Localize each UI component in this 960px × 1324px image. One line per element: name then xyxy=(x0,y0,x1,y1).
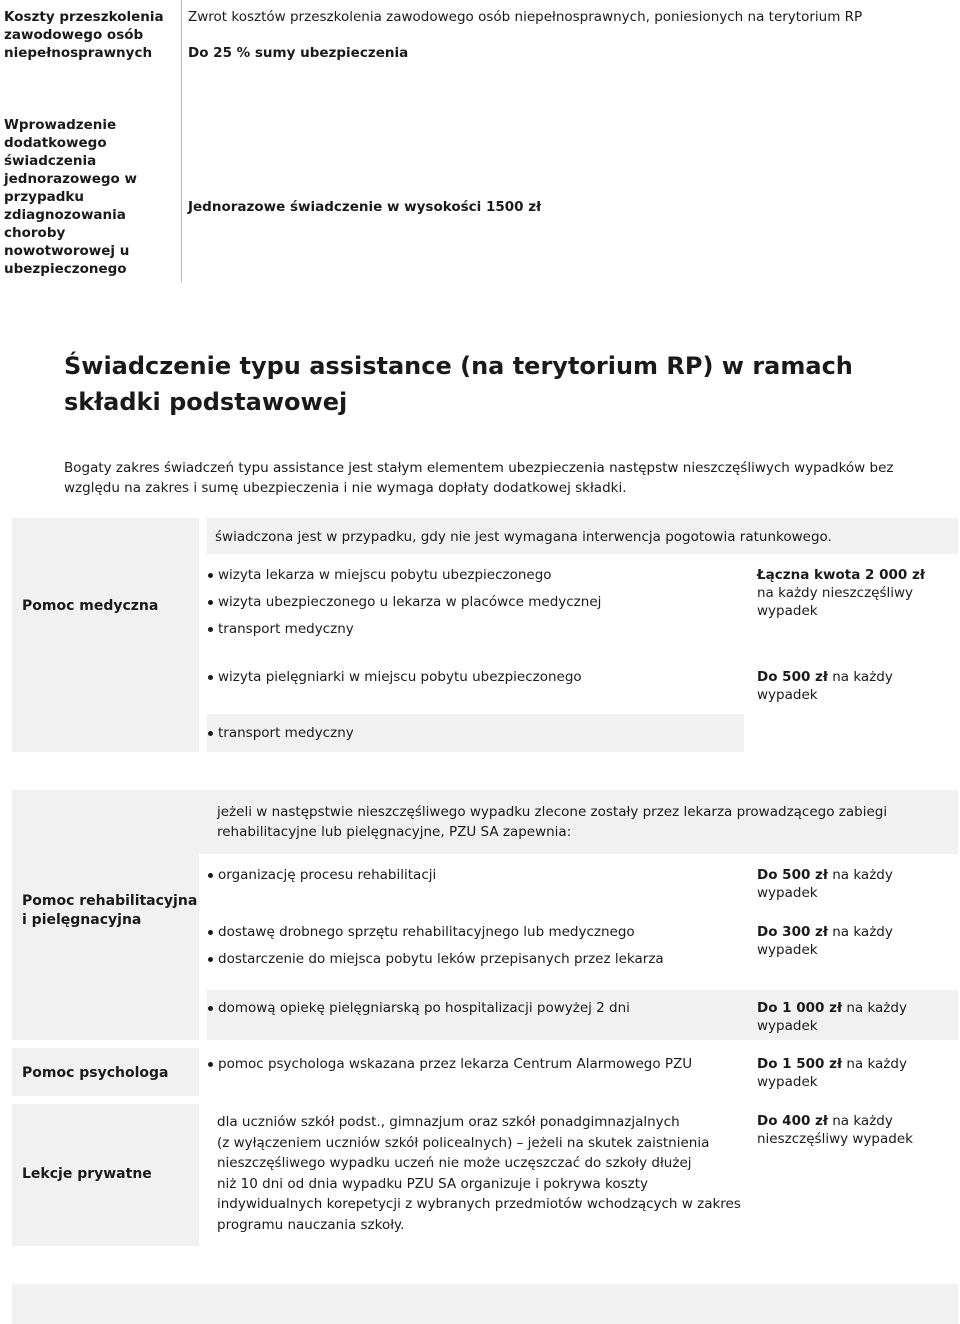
medical-group2-amount: Do 500 zł na każdy wypadek xyxy=(757,669,893,703)
section-title: Świadczenie typu assistance (na terytorium RP) w ramach składki podstawowej xyxy=(64,352,853,416)
psych-list xyxy=(208,1054,692,1074)
rehab-label-cell xyxy=(12,854,199,1040)
cancer-benefit-value: Jednorazowe świadczenie w wysokości 1500 zł xyxy=(188,199,542,215)
list-item: domową opiekę pielęgniarską po hospitalizacji powyżej 2 dni xyxy=(208,998,630,1018)
rehab-item1-list xyxy=(208,865,436,885)
list-item: transport medyczny xyxy=(208,723,354,743)
psych-amount: Do 1 500 zł na każdy wypadek xyxy=(757,1056,907,1090)
list-item: dostawę drobnego sprzętu rehabilitacyjnego lub medycznego xyxy=(208,922,664,949)
list-item: dostarczenie do miejsca pobytu leków przepisanych przez lekarza xyxy=(208,949,664,969)
bullet-icon xyxy=(208,1062,213,1067)
row-label-cancer-benefit: Wprowadzenie dodatkowego świadczenia jednorazowego w przypadku zdiagnozowania choroby nowotworowej u ubezpieczonego xyxy=(4,117,137,277)
medical-group1-amount: Łączna kwota 2 000 zł na każdy nieszczęśliwy wypadek xyxy=(757,567,925,619)
training-costs-value: Do 25 % sumy ubezpieczenia xyxy=(188,45,409,61)
medical-group2-list xyxy=(208,667,582,687)
medical-group3-list xyxy=(208,723,354,743)
bullet-icon xyxy=(208,873,213,878)
list-item: wizyta pielęgniarki w miejscu pobytu ubezpieczonego xyxy=(208,667,582,687)
psych-label: Pomoc psychologa xyxy=(22,1065,169,1081)
bullet-icon xyxy=(208,930,213,935)
rehab-item4-list xyxy=(208,998,630,1018)
lessons-description: dla uczniów szkół podst., gimnazjum oraz szkół ponadgimnazjalnych (z wyłączeniem uczniów szkół policealnych) – jeżeli na skutek zaistnienia nieszczęśliwego wypadku uczeń nie może uczęszczać do szkoły dłużej niż 10 dni od dnia wypadku PZU SA organizuje i pokrywa koszty indywidualnych korepetycji z wybranych przedmiotów wchodzących w zakres programu nauczania szkoły. xyxy=(217,1114,741,1233)
medical-note: świadczona jest w przypadku, gdy nie jest wymagana interwencja pogotowia ratunkowego. xyxy=(215,529,832,545)
rehab-amount1: Do 500 zł na każdy wypadek xyxy=(757,867,893,901)
rehab-label: Pomoc rehabilitacyjna i pielęgnacyjna xyxy=(22,893,198,928)
lessons-amount: Do 400 zł na każdy nieszczęśliwy wypadek xyxy=(757,1113,913,1147)
top-table-divider xyxy=(181,0,182,282)
rehab-item23-list xyxy=(208,922,664,969)
bullet-icon xyxy=(208,627,213,632)
list-item: pomoc psychologa wskazana przez lekarza Centrum Alarmowego PZU xyxy=(208,1054,692,1074)
medical-group1-list xyxy=(208,565,601,639)
bottom-band xyxy=(12,1284,958,1324)
bullet-icon xyxy=(208,731,213,736)
medical-label-cell xyxy=(12,518,199,752)
rehab-amount3: Do 1 000 zł na każdy wypadek xyxy=(757,1000,907,1034)
bullet-icon xyxy=(208,1006,213,1011)
bullet-icon xyxy=(208,675,213,680)
lessons-label: Lekcje prywatne xyxy=(22,1166,152,1182)
bullet-icon xyxy=(208,600,213,605)
training-costs-description: Zwrot kosztów przeszkolenia zawodowego osób niepełnosprawnych, poniesionych na terytorium RP xyxy=(188,9,863,25)
list-item: transport medyczny xyxy=(208,619,601,639)
row-label-training-costs: Koszty przeszkolenia zawodowego osób niepełnosprawnych xyxy=(4,9,164,61)
list-item: wizyta lekarza w miejscu pobytu ubezpieczonego xyxy=(208,565,601,592)
list-item: wizyta ubezpieczonego u lekarza w placówce medycznej xyxy=(208,592,601,619)
bullet-icon xyxy=(208,573,213,578)
bullet-icon xyxy=(208,957,213,962)
rehab-note: jeżeli w następstwie nieszczęśliwego wypadku zlecone zostały przez lekarza prowadzącego zabiegi rehabilitacyjne lub pielęgnacyjne, PZU SA zapewnia: xyxy=(217,804,888,840)
medical-label: Pomoc medyczna xyxy=(22,598,159,614)
rehab-amount2: Do 300 zł na każdy wypadek xyxy=(757,924,893,958)
section-intro: Bogaty zakres świadczeń typu assistance jest stałym elementem ubezpieczenia następstw nieszczęśliwych wypadków bez względu na zakres i sumę ubezpieczenia i nie wymaga dopłaty dodatkowej składki. xyxy=(64,460,894,496)
list-item: organizację procesu rehabilitacji xyxy=(208,865,436,885)
